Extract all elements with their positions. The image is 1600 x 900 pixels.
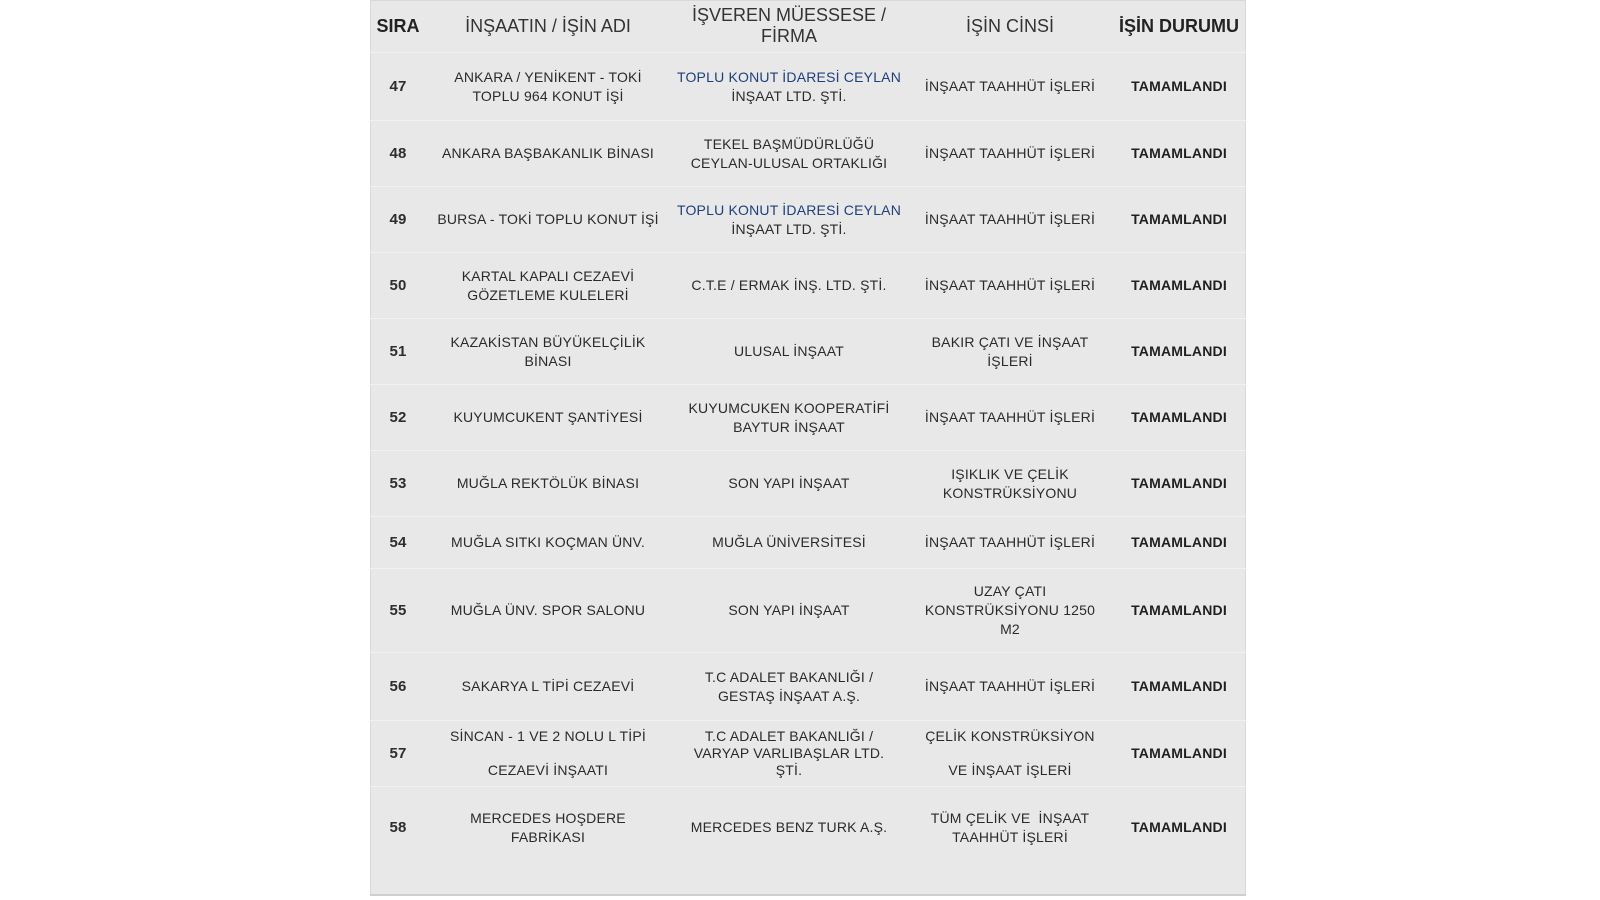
projects-table-sheet (370, 0, 1246, 896)
header-employer-line2: FİRMA (761, 26, 817, 46)
project-name: MUĞLA SITKI KOÇMAN ÜNV. (426, 517, 670, 569)
employer-line: İNŞAAT LTD. ŞTİ. (731, 220, 847, 237)
work-type-line: IŞIKLIK VE ÇELİK (951, 465, 1069, 482)
work-type: İNŞAAT TAAHHÜT İŞLERİ (908, 121, 1112, 187)
table-row (370, 53, 1246, 121)
employer-line: GESTAŞ İNŞAAT A.Ş. (717, 687, 861, 704)
table-row (370, 787, 1246, 869)
table-row (370, 253, 1246, 319)
status-text: TAMAMLANDI (1112, 787, 1246, 869)
table-row (370, 187, 1246, 253)
row-number: 56 (370, 653, 426, 721)
employer (670, 721, 908, 787)
row-number: 54 (370, 517, 426, 569)
work-type-line: KONSTRÜKSİYONU 1250 (924, 602, 1096, 618)
status-text: TAMAMLANDI (1112, 253, 1246, 319)
work-type-line: TAAHHÜT İŞLERİ (952, 828, 1068, 845)
project-name-line: BİNASI (524, 352, 572, 369)
employer: MUĞLA ÜNİVERSİTESİ (670, 517, 908, 569)
status-text: TAMAMLANDI (1112, 517, 1246, 569)
employer-line: KUYUMCUKEN KOOPERATİFİ (688, 399, 890, 416)
row-number: 52 (370, 385, 426, 451)
employer-line: VARYAP VARLIBAŞLAR LTD. (693, 745, 885, 761)
work-type: İNŞAAT TAAHHÜT İŞLERİ (908, 517, 1112, 569)
status-text: TAMAMLANDI (1112, 721, 1246, 787)
project-name (426, 787, 670, 869)
status-text: TAMAMLANDI (1112, 121, 1246, 187)
work-type (908, 721, 1112, 787)
employer (670, 53, 908, 121)
table-row (370, 451, 1246, 517)
employer (670, 385, 908, 451)
project-name: BURSA - TOKİ TOPLU KONUT İŞİ (426, 187, 670, 253)
work-type: İNŞAAT TAAHHÜT İŞLERİ (908, 53, 1112, 121)
table-row (370, 385, 1246, 451)
employer-line: T.C ADALET BAKANLIĞI / (704, 668, 874, 685)
project-name: MUĞLA ÜNV. SPOR SALONU (426, 569, 670, 653)
project-name-line: FABRİKASI (510, 828, 586, 845)
employer-line: TEKEL BAŞMÜDÜRLÜĞÜ (703, 135, 875, 152)
project-name: ANKARA BAŞBAKANLIK BİNASI (426, 121, 670, 187)
employer: MERCEDES BENZ TURK A.Ş. (670, 787, 908, 869)
status-text: TAMAMLANDI (1112, 385, 1246, 451)
row-number: 57 (370, 721, 426, 787)
project-name-line: GÖZETLEME KULELERİ (467, 286, 629, 303)
employer-line: TOPLU KONUT İDARESİ CEYLAN (676, 201, 902, 218)
employer-line: ŞTİ. (775, 762, 803, 778)
work-type: İNŞAAT TAAHHÜT İŞLERİ (908, 187, 1112, 253)
project-name (426, 721, 670, 787)
table-header-row (370, 0, 1246, 53)
row-number: 47 (370, 53, 426, 121)
row-number: 48 (370, 121, 426, 187)
employer: C.T.E / ERMAK İNŞ. LTD. ŞTİ. (670, 253, 908, 319)
header-employer (670, 0, 908, 53)
project-name: MUĞLA REKTÖLÜK BİNASI (426, 451, 670, 517)
status-text: TAMAMLANDI (1112, 187, 1246, 253)
employer-line: BAYTUR İNŞAAT (733, 418, 845, 435)
row-number: 53 (370, 451, 426, 517)
status-text: TAMAMLANDI (1112, 53, 1246, 121)
table-row (370, 653, 1246, 721)
project-name (426, 319, 670, 385)
table-row (370, 721, 1246, 787)
work-type (908, 451, 1112, 517)
work-type-line: KONSTRÜKSİYONU (942, 484, 1078, 501)
employer-line: İNŞAAT LTD. ŞTİ. (731, 87, 847, 104)
header-work-type: İŞİN CİNSİ (965, 15, 1054, 36)
project-name: SAKARYA L TİPİ CEZAEVİ (426, 653, 670, 721)
employer (670, 653, 908, 721)
work-type-line: M2 (1000, 621, 1020, 637)
row-number: 50 (370, 253, 426, 319)
employer: SON YAPI İNŞAAT (670, 451, 908, 517)
project-name-line: MERCEDES HOŞDERE (470, 809, 626, 826)
work-type-line: VE İNŞAAT İŞLERİ (948, 762, 1072, 778)
project-name-line: SİNCAN - 1 VE 2 NOLU L TİPİ (449, 728, 646, 744)
employer: SON YAPI İNŞAAT (670, 569, 908, 653)
work-type (908, 787, 1112, 869)
project-name: KUYUMCUKENT ŞANTİYESİ (426, 385, 670, 451)
table-row (370, 517, 1246, 569)
header-employer-line1: İŞVEREN MÜESSESE / (691, 5, 887, 25)
status-text: TAMAMLANDI (1112, 451, 1246, 517)
employer-line: T.C ADALET BAKANLIĞI / (704, 728, 874, 744)
header-sira: SIRA (376, 15, 420, 36)
status-text: TAMAMLANDI (1112, 653, 1246, 721)
work-type-line: UZAY ÇATI (973, 583, 1047, 599)
status-text: TAMAMLANDI (1112, 319, 1246, 385)
work-type-line: BAKIR ÇATI VE İNŞAAT (931, 333, 1089, 350)
project-name-line: ANKARA / YENİKENT - TOKİ (454, 68, 642, 85)
row-number: 58 (370, 787, 426, 869)
employer-line: CEYLAN-ULUSAL ORTAKLIĞI (690, 154, 888, 171)
status-text: TAMAMLANDI (1112, 569, 1246, 653)
work-type-line: TÜM ÇELİK VE İNŞAAT (930, 809, 1090, 826)
employer (670, 121, 908, 187)
header-status: İŞİN DURUMU (1119, 15, 1239, 36)
work-type: İNŞAAT TAAHHÜT İŞLERİ (908, 653, 1112, 721)
project-name (426, 53, 670, 121)
project-name-line: TOPLU 964 KONUT İŞİ (472, 87, 624, 104)
table-row (370, 319, 1246, 385)
employer-line: TOPLU KONUT İDARESİ CEYLAN (676, 68, 902, 85)
work-type (908, 569, 1112, 653)
row-number: 51 (370, 319, 426, 385)
employer (670, 187, 908, 253)
row-number: 49 (370, 187, 426, 253)
work-type-line: İŞLERİ (987, 352, 1033, 369)
projects-table (370, 0, 1246, 869)
work-type: İNŞAAT TAAHHÜT İŞLERİ (908, 253, 1112, 319)
table-row (370, 121, 1246, 187)
project-name (426, 253, 670, 319)
header-project-name: İNŞAATIN / İŞİN ADI (465, 15, 631, 36)
work-type-line: ÇELİK KONSTRÜKSİYON (925, 728, 1095, 744)
project-name-line: CEZAEVİ İNŞAATI (487, 762, 609, 778)
project-name-line: KARTAL KAPALI CEZAEVİ (461, 267, 635, 284)
work-type (908, 319, 1112, 385)
work-type: İNŞAAT TAAHHÜT İŞLERİ (908, 385, 1112, 451)
table-row (370, 569, 1246, 653)
project-name-line: KAZAKİSTAN BÜYÜKELÇİLİK (450, 333, 646, 350)
row-number: 55 (370, 569, 426, 653)
employer: ULUSAL İNŞAAT (670, 319, 908, 385)
